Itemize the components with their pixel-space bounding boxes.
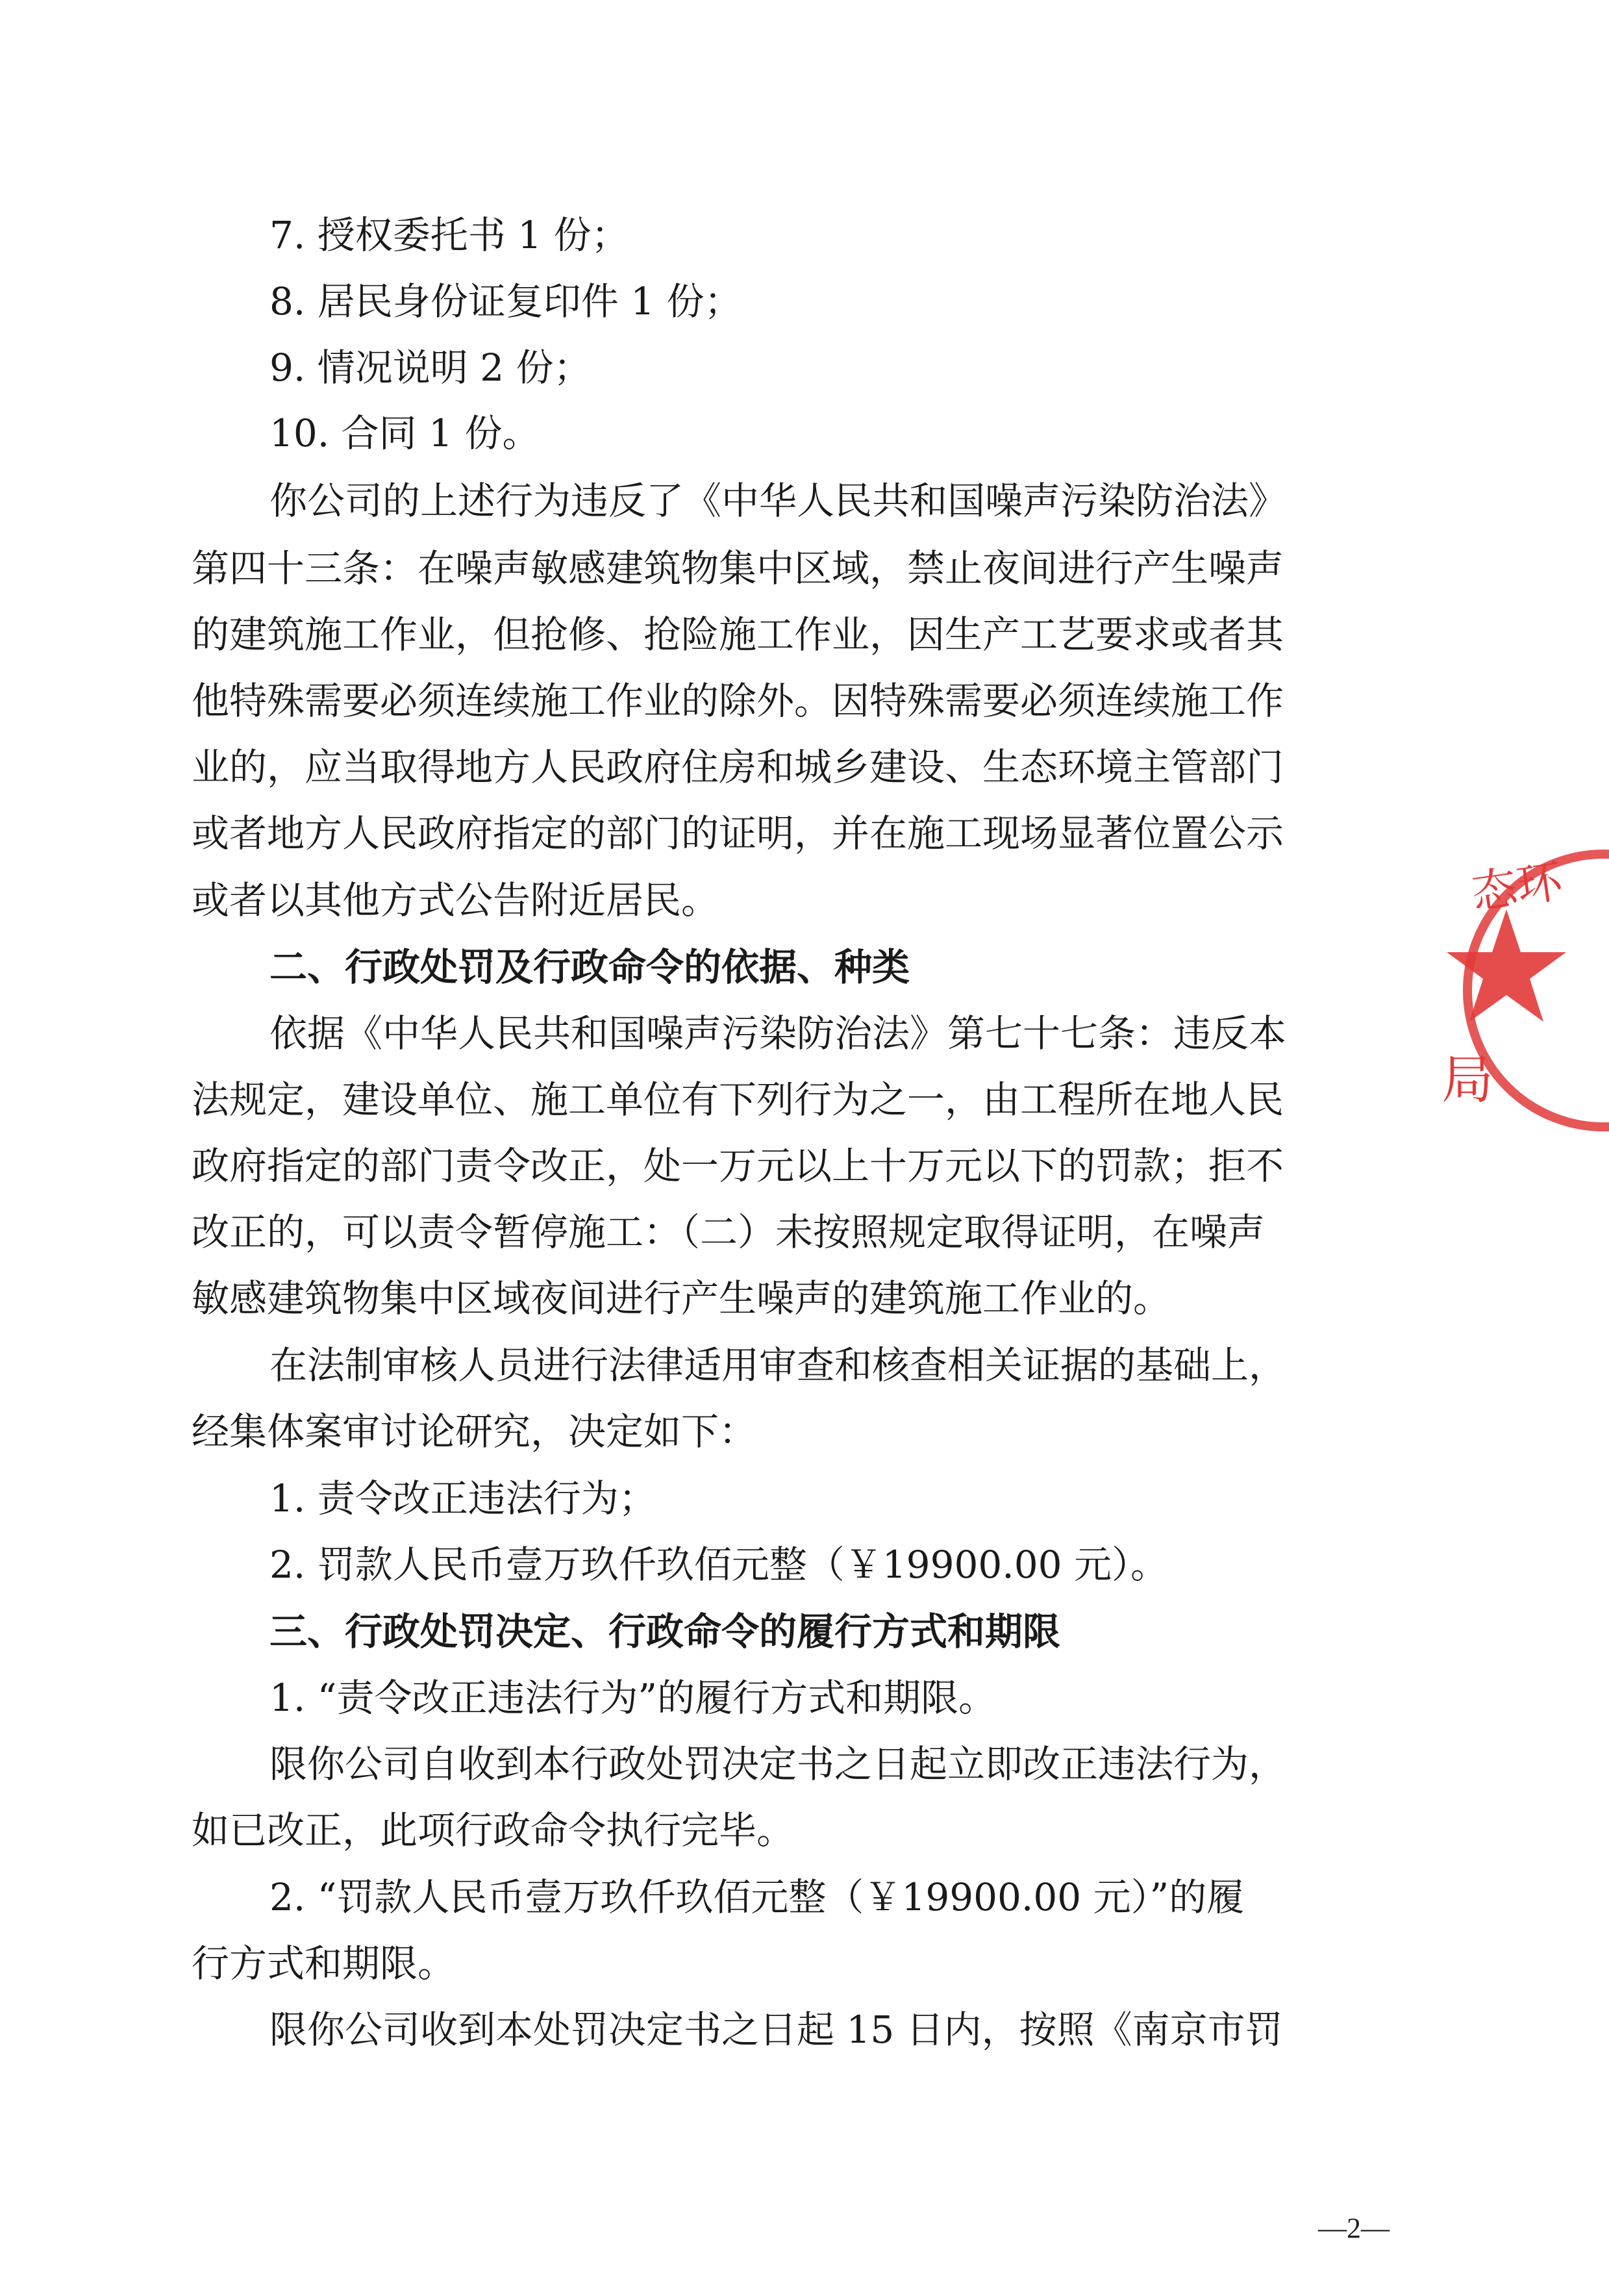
seal-stamp-icon: [1416, 844, 1609, 1221]
decision-item-2: 2. 罚款人民币壹万玖仟玖佰元整（￥19900.00 元）。: [269, 1543, 1168, 1587]
paragraph-line: 或者以其他方式公告附近居民。: [192, 878, 719, 922]
paragraph-line: 改正的，可以责令暂停施工：（二）未按照规定取得证明，在噪声: [192, 1210, 1266, 1254]
seal-text-top: 态环: [1468, 854, 1566, 920]
paragraph-line: 他特殊需要必须连续施工作业的除外。因特殊需要必须连续施工作: [192, 679, 1284, 723]
official-seal: [1416, 844, 1609, 1221]
paragraph-line: 的建筑施工作业，但抢修、抢险施工作业，因生产工艺要求或者其: [192, 612, 1284, 657]
paragraph-line: 第四十三条：在噪声敏感建筑物集中区域，禁止夜间进行产生噪声: [192, 546, 1284, 590]
section-heading-3: 三、行政处罚决定、行政命令的履行方式和期限: [269, 1609, 1061, 1654]
paragraph-line: 业的，应当取得地方人民政府住房和城乡建设、生态环境主管部门: [192, 745, 1284, 789]
paragraph-line: 限你公司收到本处罚决定书之日起 15 日内，按照《南京市罚: [269, 2008, 1283, 2052]
paragraph-line: 你公司的上述行为违反了《中华人民共和国噪声污染防治法》: [269, 479, 1287, 523]
paragraph-line: 政府指定的部门责令改正，处一万元以上十万元以下的罚款；拒不: [192, 1144, 1284, 1188]
subheading-line: 1. “责令改正违法行为”的履行方式和期限。: [269, 1676, 997, 1720]
paragraph-line: 或者地方人民政府指定的部门的证明，并在施工现场显著位置公示: [192, 811, 1284, 855]
paragraph-line: 经集体案审讨论研究，决定如下：: [192, 1409, 757, 1454]
paragraph-line: 依据《中华人民共和国噪声污染防治法》第七十七条：违反本: [269, 1011, 1287, 1055]
paragraph-line: 法规定，建设单位、施工单位有下列行为之一，由工程所在地人民: [192, 1078, 1284, 1122]
paragraph-line: 在法制审核人员进行法律适用审查和核查相关证据的基础上，: [269, 1343, 1287, 1387]
paragraph-line: 限你公司自收到本行政处罚决定书之日起立即改正违法行为，: [269, 1742, 1287, 1786]
attachment-item-7: 7. 授权委托书 1 份；: [269, 213, 629, 257]
paragraph-line: 行方式和期限。: [192, 1941, 456, 1986]
section-heading-2: 二、行政处罚及行政命令的依据、种类: [269, 945, 910, 989]
attachment-item-9: 9. 情况说明 2 份；: [269, 346, 592, 390]
paragraph-line: 敏感建筑物集中区域夜间进行产生噪声的建筑施工作业的。: [192, 1276, 1171, 1320]
seal-text-bottom: 局: [1441, 1050, 1493, 1110]
page-number: —2—: [1318, 2212, 1390, 2244]
attachment-item-10: 10. 合同 1 份。: [269, 411, 540, 455]
attachment-item-8: 8. 居民身份证复印件 1 份；: [269, 279, 742, 323]
decision-item-1: 1. 责令改正违法行为；: [269, 1476, 656, 1520]
subheading-line: 2. “罚款人民币壹万玖仟玖佰元整（￥19900.00 元）”的履: [269, 1875, 1245, 1919]
paragraph-line: 如已改正，此项行政命令执行完毕。: [192, 1808, 795, 1852]
